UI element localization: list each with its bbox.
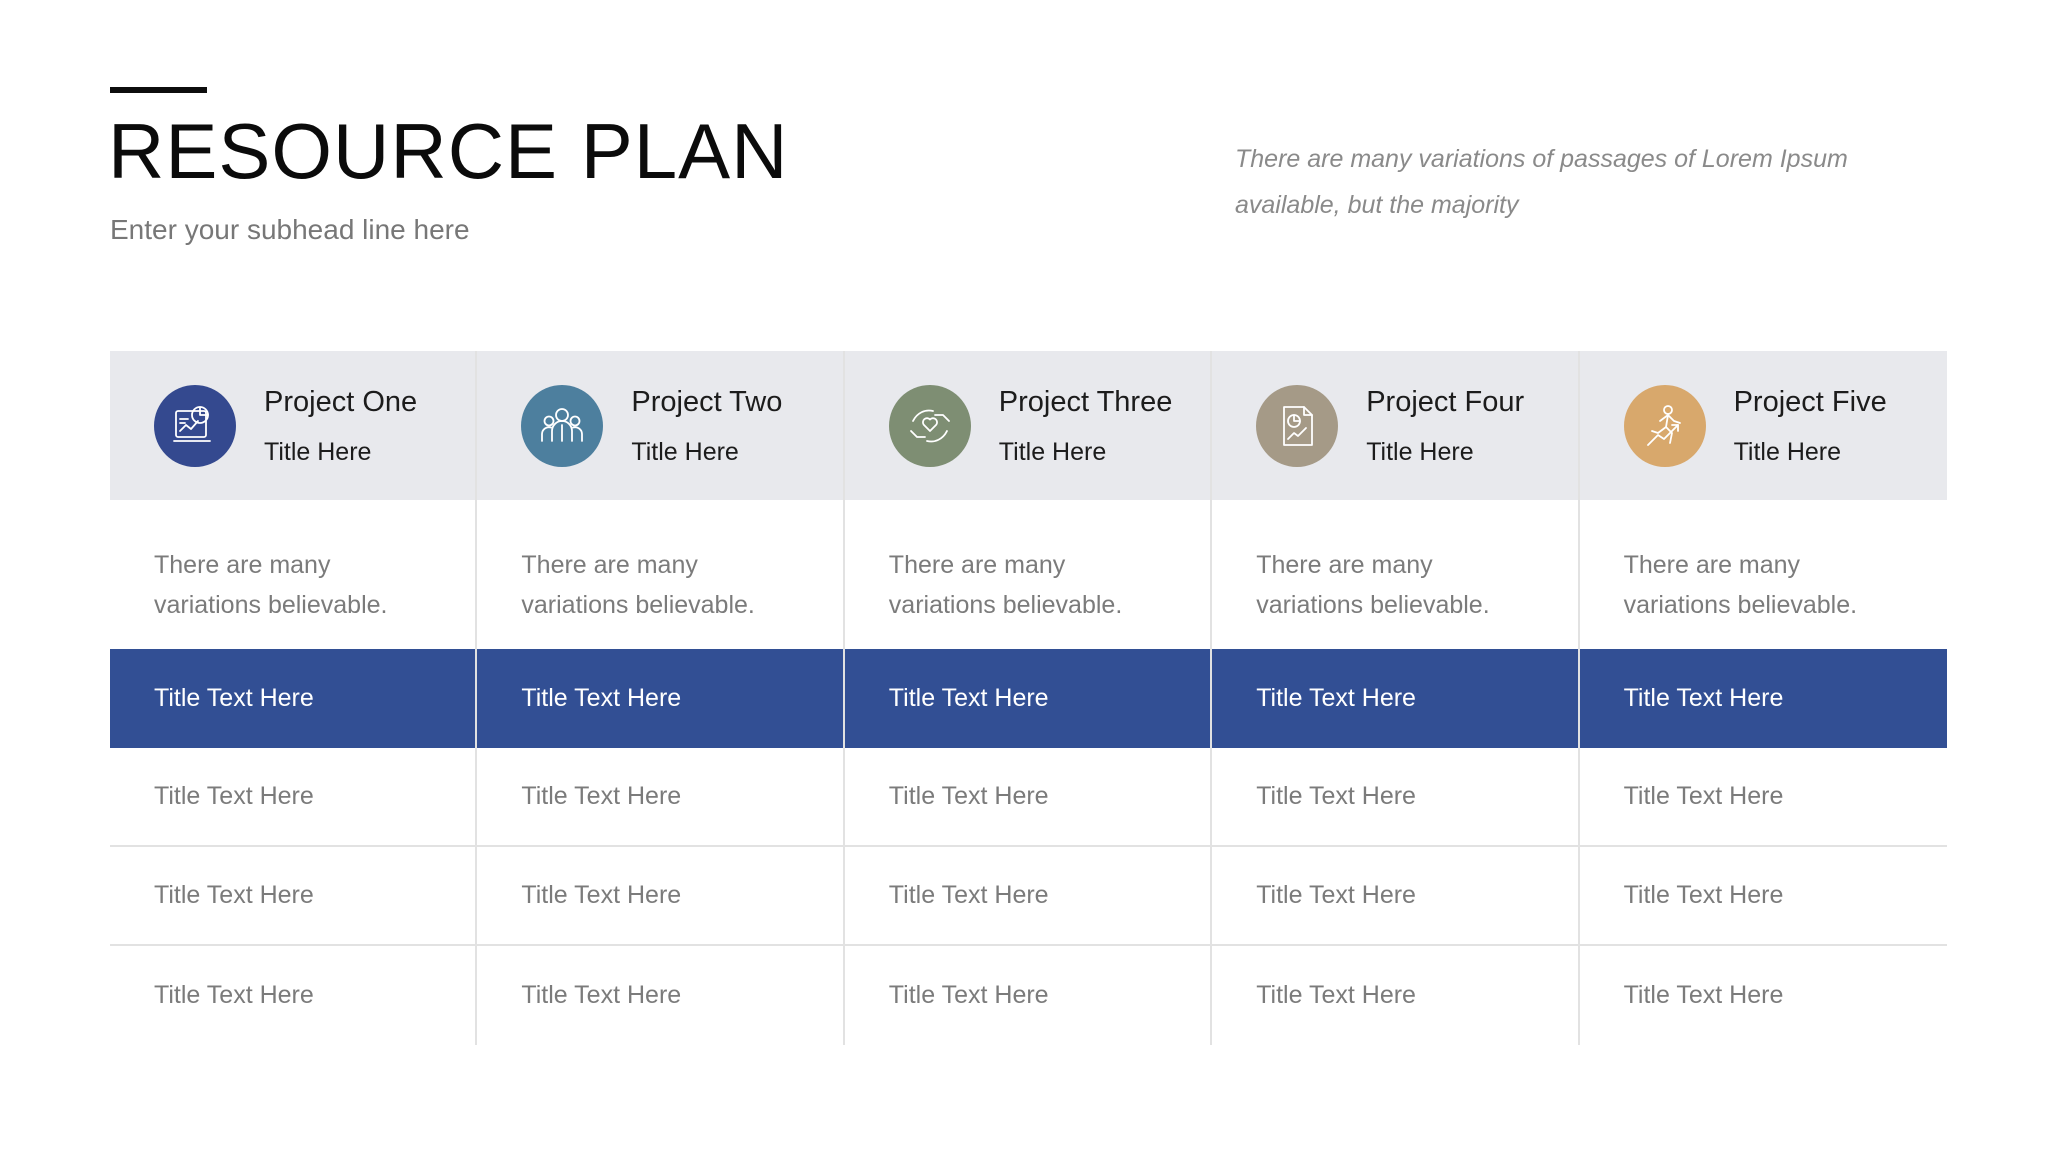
- project-column-5: [1580, 351, 1947, 1045]
- project-name: Project Five: [1733, 385, 1887, 418]
- title-accent-bar: [110, 87, 207, 93]
- project-description: There are many variations believable.: [1256, 551, 1490, 619]
- table-cell: Title Text Here: [1212, 847, 1577, 946]
- project-name: Project One: [264, 385, 418, 418]
- project-header: [1580, 351, 1947, 500]
- table-cell: Title Text Here: [1623, 981, 1784, 1009]
- table-cell: Title Text Here: [477, 748, 842, 847]
- project-header: [477, 351, 842, 500]
- project-column-1: [110, 351, 477, 1045]
- table-cell: Title Text Here: [1212, 748, 1577, 847]
- project-column-4: [1212, 351, 1579, 1045]
- table-cell: Title Text Here: [845, 748, 1210, 847]
- runner-growth-icon: [1624, 385, 1706, 467]
- project-column-3: [845, 351, 1212, 1045]
- project-subtitle: Title Here: [1366, 437, 1474, 466]
- resource-plan-table: [110, 351, 1947, 1045]
- table-cell: Title Text Here: [477, 847, 842, 946]
- project-header: [110, 351, 475, 500]
- project-header: [845, 351, 1210, 500]
- project-subtitle: Title Here: [998, 437, 1107, 466]
- project-description: There are many variations believable.: [154, 551, 388, 619]
- highlight-cell: Title Text Here: [477, 649, 842, 748]
- document-chart-icon: [1256, 385, 1338, 467]
- highlight-cell: Title Text Here: [1580, 649, 1947, 748]
- table-cell: Title Text Here: [154, 981, 314, 1009]
- project-subtitle: Title Here: [264, 437, 372, 466]
- project-name: Project Two: [631, 385, 783, 418]
- page-title: RESOURCE PLAN: [108, 107, 789, 195]
- team-group-icon: [521, 385, 603, 467]
- project-subtitle: Title Here: [631, 437, 739, 466]
- intro-text: There are many variations of passages of Lorem Ipsum available, but the majority: [1235, 145, 1848, 219]
- project-column-2: [477, 351, 844, 1045]
- table-cell: Title Text Here: [521, 981, 682, 1009]
- page-subhead: Enter your subhead line here: [110, 214, 470, 245]
- project-name: Project Three: [998, 385, 1173, 418]
- project-name: Project Four: [1366, 385, 1525, 418]
- project-subtitle: Title Here: [1733, 437, 1842, 466]
- table-cell: Title Text Here: [110, 847, 475, 946]
- analytics-report-icon: [154, 385, 236, 467]
- project-description: There are many variations believable.: [521, 551, 755, 619]
- project-header: [1212, 351, 1577, 500]
- project-description: There are many variations believable.: [888, 551, 1123, 619]
- highlight-cell: Title Text Here: [845, 649, 1210, 748]
- table-cell: Title Text Here: [1256, 981, 1416, 1009]
- project-description: There are many variations believable.: [1623, 551, 1858, 619]
- table-cell: Title Text Here: [110, 748, 475, 847]
- table-cell: Title Text Here: [845, 847, 1210, 946]
- table-cell: Title Text Here: [1580, 748, 1947, 847]
- highlight-cell: Title Text Here: [110, 649, 475, 748]
- table-cell: Title Text Here: [1580, 847, 1947, 946]
- handshake-heart-icon: [889, 385, 971, 467]
- highlight-cell: Title Text Here: [1212, 649, 1577, 748]
- table-cell: Title Text Here: [888, 981, 1049, 1009]
